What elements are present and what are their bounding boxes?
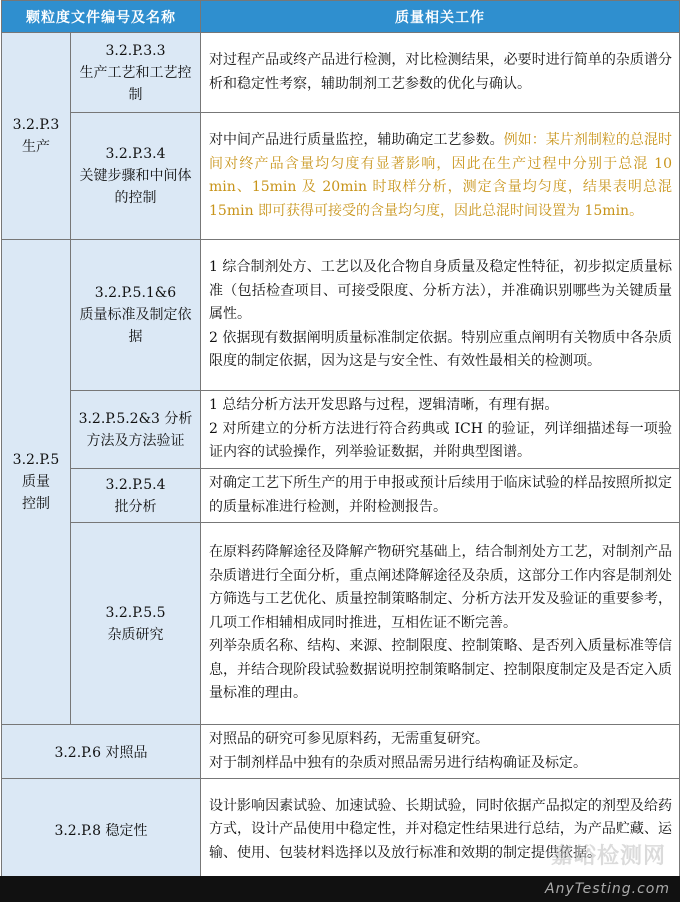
item-desc: 对照品的研究可参见原料药，无需重复研究。 对于制剂样品中独有的杂质对照品需另进行结构确证及标定。	[201, 725, 680, 779]
item-desc: 对确定工艺下所生产的用于申报或预计后续用于临床试验的样品按照所拟定的质量标准进行检测，并附检测报告。	[201, 469, 680, 523]
item-desc: 对过程产品或终产品进行检测，对比检测结果，必要时进行简单的杂质谱分析和稳定性考察，辅助制剂工艺参数的优化与确认。	[201, 33, 680, 113]
example-highlight: 例如：某片剂制粒的总混时间对终产品含量均匀度有显著影响，因此在生产过程中分别于总混 10 min、15min 及 20min 时取样分析，测定含量均匀度，结果表明总混 15min 即可获得可接受的含量均匀度，因此总混时间设置为 15min。	[209, 132, 672, 219]
item-desc: 设计影响因素试验、加速试验、长期试验，同时依据产品拟定的剂型及给药方式，设计产品使用中稳定性，并对稳定性结果进行总结，为产品贮藏、运输、使用、包装材料选择以及放行标准和效期的制定提供依据。	[201, 779, 680, 882]
item-code: 3.2.P.5.4 批分析	[71, 469, 201, 523]
item-desc: 对中间产品进行质量监控，辅助确定工艺参数。例如：某片剂制粒的总混时间对终产品含量均匀度有显著影响，因此在生产过程中分别于总混 10 min、15min 及 20min 时取样分析，测定含量均匀度，结果表明总混 15min 即可获得可接受的含量均匀度，因此总混时间设置为 15min。	[201, 113, 680, 240]
table-row	[2, 113, 680, 240]
item-code: 3.2.P.3.3 生产工艺和工艺控制	[71, 33, 201, 113]
item-code: 3.2.P.5.5 杂质研究	[71, 523, 201, 725]
table-row	[2, 523, 680, 725]
item-desc: 在原料药降解途径及降解产物研究基础上，结合制剂处方工艺，对制剂产品杂质谱进行全面分析，重点阐述降解途径及杂质，这部分工作内容是制剂处方筛选与工艺优化、质量控制策略制定、分析方法开发及验证的重要参考，几项工作相辅相成同时推进，互相佐证不断完善。 列举杂质名称、结构、来源、控制限度、控制策略、是否列入质量标准等信息，并结合现阶段试验数据说明控制策略制定、控制限度制定及是否定入质量标准的理由。	[201, 523, 680, 725]
table-row	[2, 725, 680, 779]
table-row	[2, 391, 680, 469]
header-col-work: 质量相关工作	[201, 1, 680, 33]
section-label-p8: 3.2.P.8 稳定性	[2, 779, 201, 882]
quality-work-table	[1, 0, 680, 882]
item-code: 3.2.P.3.4 关键步骤和中间体的控制	[71, 113, 201, 240]
section-label-p5: 3.2.P.5 质量 控制	[2, 240, 71, 725]
item-code: 3.2.P.5.2&3 分析方法及方法验证	[71, 391, 201, 469]
item-desc: 1 综合制剂处方、工艺以及化合物自身质量及稳定性特征，初步拟定质量标准（包括检查项目、可接受限度、分析方法），并准确识别哪些为关键质量属性。 2 依据现有数据阐明质量标准制定依据。特别应重点阐明有关物质中各杂质限度的制定依据，因为这是与安全性、有效性最相关的检测项。	[201, 240, 680, 391]
table-header-row	[2, 1, 680, 33]
table-row	[2, 240, 680, 391]
watermark-en: AnyTesting.com	[545, 881, 670, 897]
item-desc: 1 总结分析方法开发思路与过程，逻辑清晰，有理有据。 2 对所建立的分析方法进行符合药典或 ICH 的验证，列详细描述每一项验证内容的试验操作，列举验证数据，并附典型图谱。	[201, 391, 680, 469]
section-label-p6: 3.2.P.6 对照品	[2, 725, 201, 779]
section-label-p3: 3.2.P.3 生产	[2, 33, 71, 240]
header-col-file: 颗粒度文件编号及名称	[2, 1, 201, 33]
watermark-cn: 嘉峪检测网	[550, 844, 666, 869]
table-row	[2, 33, 680, 113]
table-row	[2, 469, 680, 523]
item-code: 3.2.P.5.1&6 质量标准及制定依据	[71, 240, 201, 391]
